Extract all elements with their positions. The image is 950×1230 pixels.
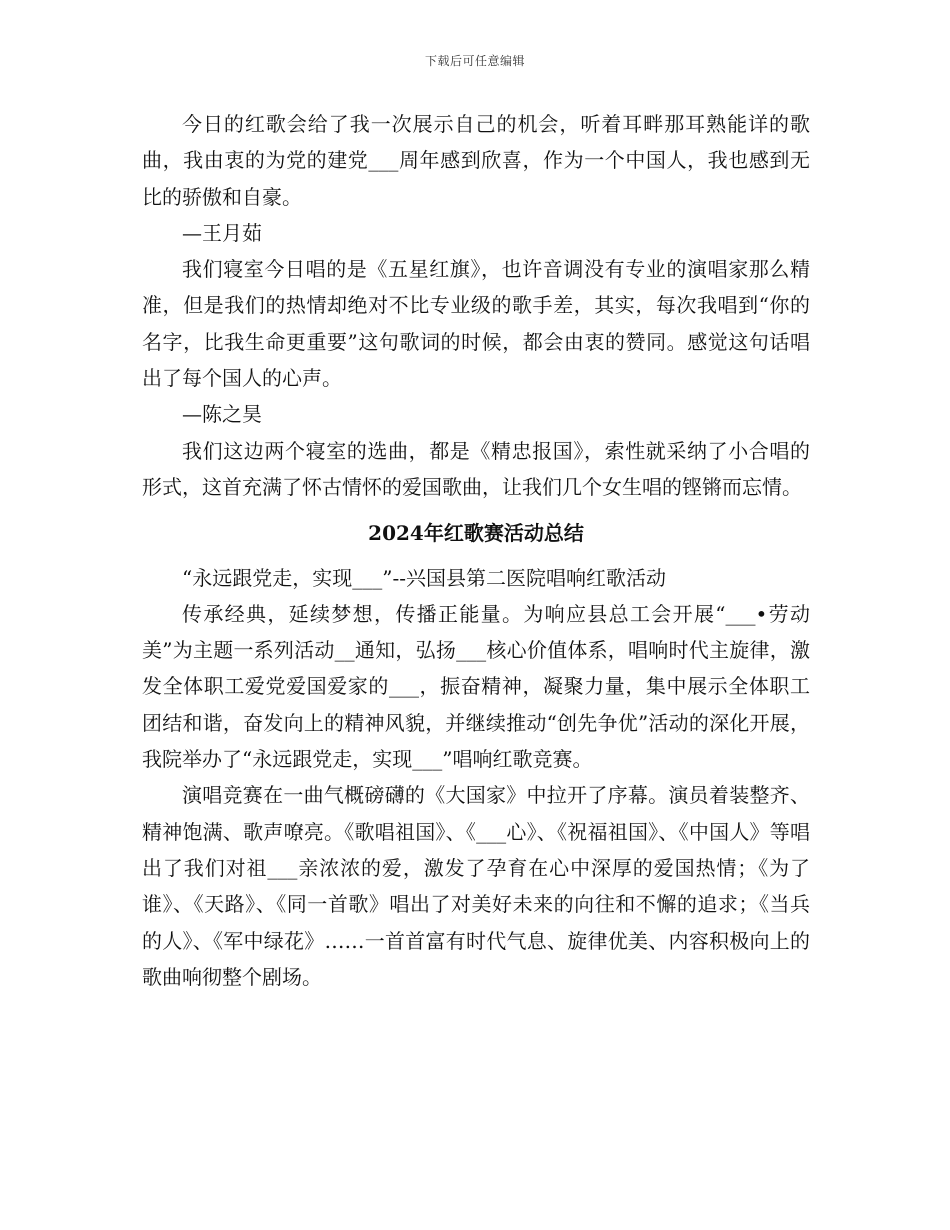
paragraph-6: 演唱竞赛在一曲气概磅礴的《大国家》中拉开了序幕。演员着装整齐、精神饱满、歌声嘹亮。《歌唱祖国》、《___心》、《祝福祖国》、《中国人》等唱出了我们对祖___亲浓浓的爱，激发了孕育在心中深厚的爱国热情；《为了谁》、《天路》、《同一首歌》唱出了对美好未来的向往和不懈的追求；《当兵的人》、《军中绿花》……一首首富有时代气息、旋律优美、内容积极向上的歌曲响彻整个剧场。: [142, 783, 810, 989]
paragraph-2: 我们寝室今日唱的是《五星红旗》，也许音调没有专业的演唱家那么精准，但是我们的热情却绝对不比专业级的歌手差，其实，每次我唱到“你的名字，比我生命更重要”这句歌词的时候，都会由衷的赞同。感觉这句话唱出了每个国人的心声。: [142, 257, 810, 391]
section-title: 2024年红歌赛活动总结: [368, 521, 584, 546]
paragraph-3: 我们这边两个寝室的选曲，都是《精忠报国》，索性就采纳了小合唱的形式，这首充满了怀古情怀的爱国歌曲，让我们几个女生唱的铿锵而忘情。: [142, 438, 810, 499]
paragraph-5: 传承经典，延续梦想，传播正能量。为响应县总工会开展“___•劳动美”为主题一系列活动__通知，弘扬___核心价值体系，唱响时代主旋律，激发全体职工爱党爱国爱家的___，振奋精神，凝聚力量，集中展示全体职工团结和谐，奋发向上的精神风貌，并继续推动“创先争优”活动的深化开展，我院举办了“永远跟党走，实现___”唱响红歌竞赛。: [142, 601, 810, 772]
document-body: [142, 106, 810, 995]
paragraph-4: “永远跟党走，实现___”--兴国县第二医院唱响红歌活动: [182, 565, 666, 590]
paragraph-1: 今日的红歌会给了我一次展示自己的机会，听着耳畔那耳熟能详的歌曲，我由衷的为党的建党___周年感到欣喜，作为一个中国人，我也感到无比的骄傲和自豪。: [142, 112, 810, 209]
signature-2: —陈之昊: [182, 402, 262, 427]
signature-1: —王月茹: [182, 220, 262, 245]
page-header-note: 下载后可任意编辑: [424, 54, 525, 68]
